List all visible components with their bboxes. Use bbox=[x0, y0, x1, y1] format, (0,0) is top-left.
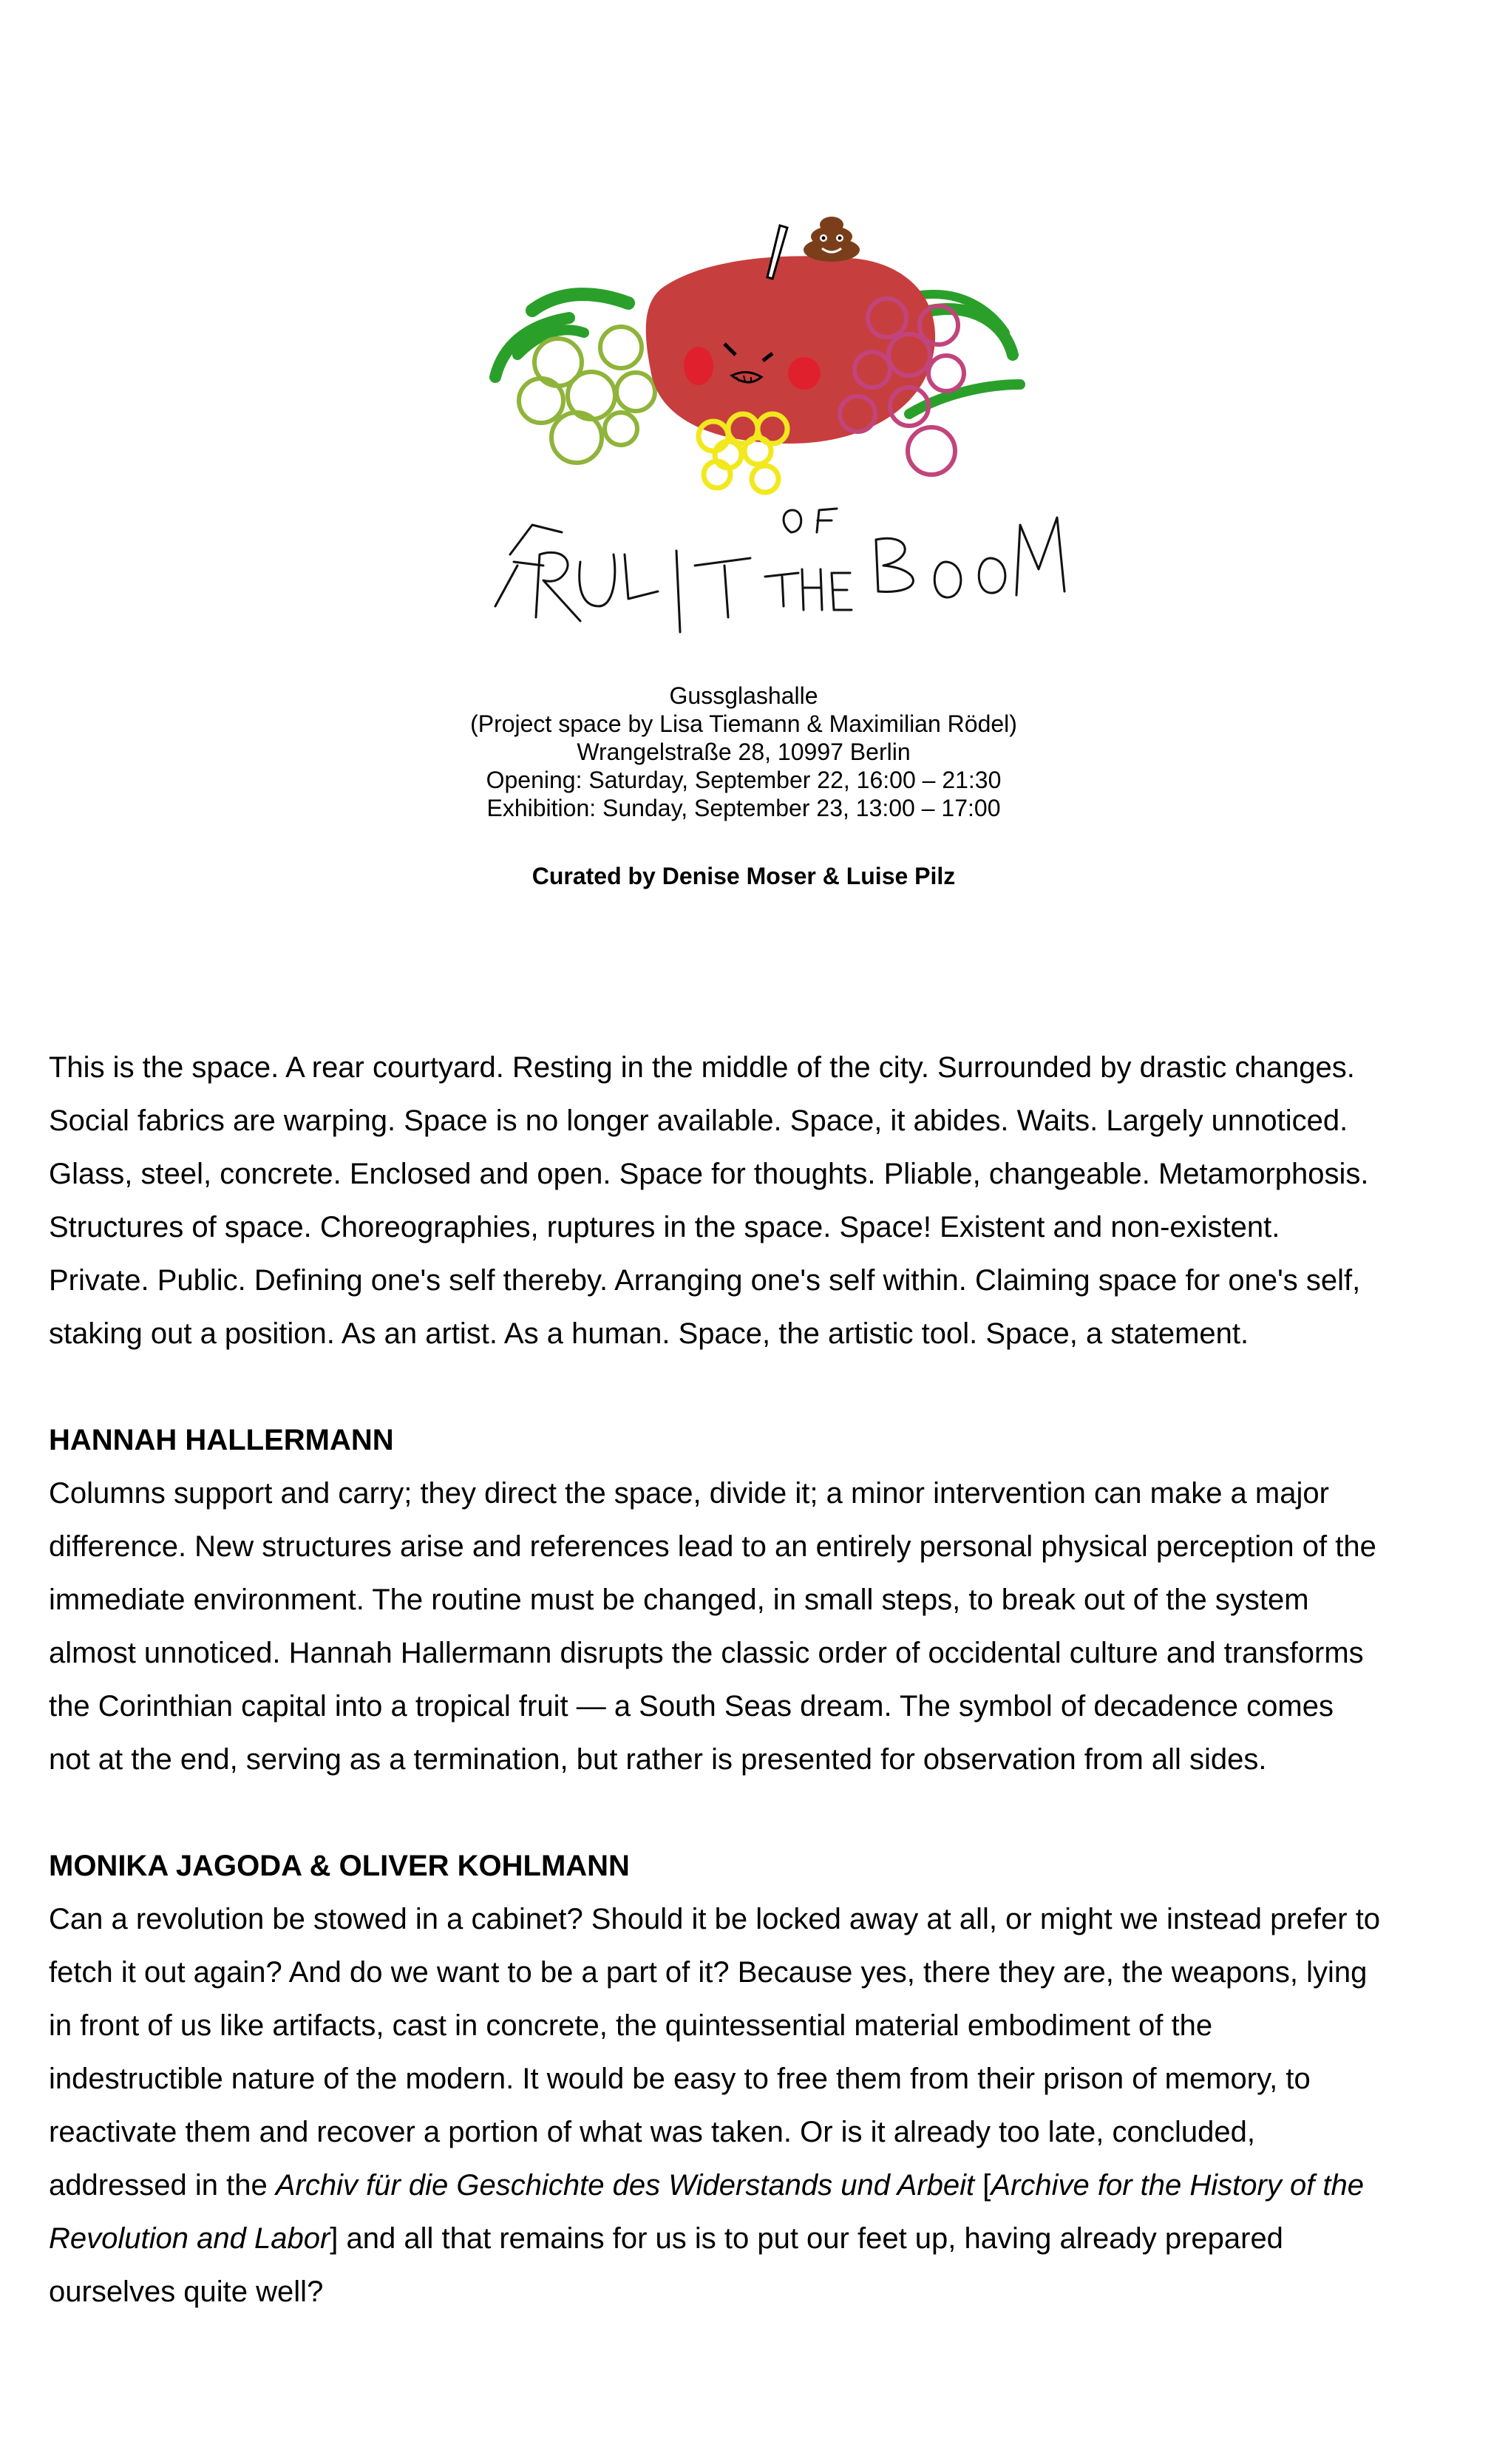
right-cheek bbox=[788, 357, 821, 390]
opening-time: Opening: Saturday, September 22, 16:00 – 21:30 bbox=[486, 767, 1002, 793]
text-line: This is the space. A rear courtyard. Resting in the middle of the city. Surrounded by drastic changes. bbox=[49, 1051, 1355, 1084]
text-line: almost unnoticed. Hannah Hallermann disrupts the classic order of occidental culture and transforms bbox=[49, 1637, 1364, 1669]
text-line: Columns support and carry; they direct the space, divide it; a minor intervention can make a major bbox=[49, 1477, 1329, 1510]
grape bbox=[908, 427, 955, 475]
venue-info bbox=[0, 682, 1487, 822]
grape bbox=[519, 379, 563, 423]
venue-project: (Project space by Lisa Tiemann & Maximilian Rödel) bbox=[470, 710, 1017, 737]
grape bbox=[605, 413, 637, 445]
fruit-illustration bbox=[473, 207, 1124, 651]
text-line: difference. New structures arise and references lead to an entirely personal physical perception of the bbox=[49, 1530, 1376, 1563]
exhibition-time: Exhibition: Sunday, September 23, 13:00 – 17:00 bbox=[486, 795, 1001, 821]
text-span: ] and all that remains for us is to put our feet up, having already prepared bbox=[330, 2222, 1283, 2255]
text-line: the Corinthian capital into a tropical fruit — a South Seas dream. The symbol of decadence comes bbox=[49, 1690, 1334, 1723]
text-line: staking out a position. As an artist. As a human. Space, the artistic tool. Space, a statement. bbox=[49, 1317, 1249, 1350]
text-line: fetch it out again? And do we want to be a part of it? Because yes, there they are, the weapons, lying bbox=[49, 1956, 1368, 1989]
exhibition-logo bbox=[473, 207, 1124, 651]
artist-heading: MONIKA JAGODA & OLIVER KOHLMANN bbox=[49, 1850, 630, 1882]
text-line: reactivate them and recover a portion of what was taken. Or is it already too late, concluded, bbox=[49, 2116, 1255, 2148]
left-cheek bbox=[684, 347, 713, 385]
grape bbox=[600, 327, 642, 368]
text-line: Glass, steel, concrete. Enclosed and open. Space for thoughts. Pliable, changeable. Metamorphosis. bbox=[49, 1158, 1369, 1190]
text-line: Can a revolution be stowed in a cabinet? Should it be locked away at all, or might we instead prefer to bbox=[49, 1903, 1381, 1935]
text-line: Private. Public. Defining one's self thereby. Arranging one's self within. Claiming space for one's self, bbox=[49, 1264, 1361, 1297]
text-line bbox=[49, 2159, 1468, 2212]
handwritten-title bbox=[495, 509, 1064, 632]
curators: Curated by Denise Moser & Luise Pilz bbox=[531, 863, 956, 889]
grape bbox=[928, 356, 964, 391]
artist-section-hallermann bbox=[49, 1413, 1468, 1786]
archive-title-english: Archive for the History of the bbox=[991, 2169, 1365, 2202]
venue-address: Wrangelstraße 28, 10997 Berlin bbox=[577, 739, 911, 765]
grape bbox=[752, 466, 778, 492]
text-line: Social fabrics are warping. Space is no longer available. Space, it abides. Waits. Largely unnoticed. bbox=[49, 1104, 1348, 1137]
text-span: [ bbox=[974, 2169, 991, 2202]
text-line bbox=[49, 2212, 1468, 2265]
left-leaf bbox=[532, 294, 628, 310]
text-span: addressed in the bbox=[49, 2169, 276, 2202]
text-line: immediate environment. The routine must be changed, in small steps, to break out of the system bbox=[49, 1584, 1309, 1616]
text-line: in front of us like artifacts, cast in concrete, the quintessential material embodiment of the bbox=[49, 2009, 1213, 2042]
venue-name: Gussglashalle bbox=[669, 682, 818, 709]
archive-title-german: Archiv für die Geschichte des Widerstands und Arbeit bbox=[275, 2169, 975, 2202]
text-line: Structures of space. Choreographies, ruptures in the space. Space! Existent and non-existent. bbox=[49, 1211, 1280, 1243]
text-line: indestructible nature of the modern. It would be easy to free them from their prison of memory, to bbox=[49, 2063, 1311, 2095]
grape bbox=[551, 413, 602, 463]
intro-paragraph bbox=[49, 1041, 1468, 1360]
archive-title-english-cont: Revolution and Labor bbox=[49, 2222, 330, 2255]
text-line: ourselves quite well? bbox=[49, 2275, 324, 2308]
artist-section-jagoda-kohlmann bbox=[49, 1839, 1468, 2318]
green-grapes bbox=[519, 327, 655, 463]
text-line: not at the end, serving as a termination, but rather is presented for observation from all sides. bbox=[49, 1743, 1267, 1776]
artist-heading: HANNAH HALLERMANN bbox=[49, 1424, 394, 1456]
poop-emoji-icon bbox=[804, 217, 860, 262]
grape bbox=[617, 373, 655, 411]
poop-top bbox=[820, 217, 843, 233]
